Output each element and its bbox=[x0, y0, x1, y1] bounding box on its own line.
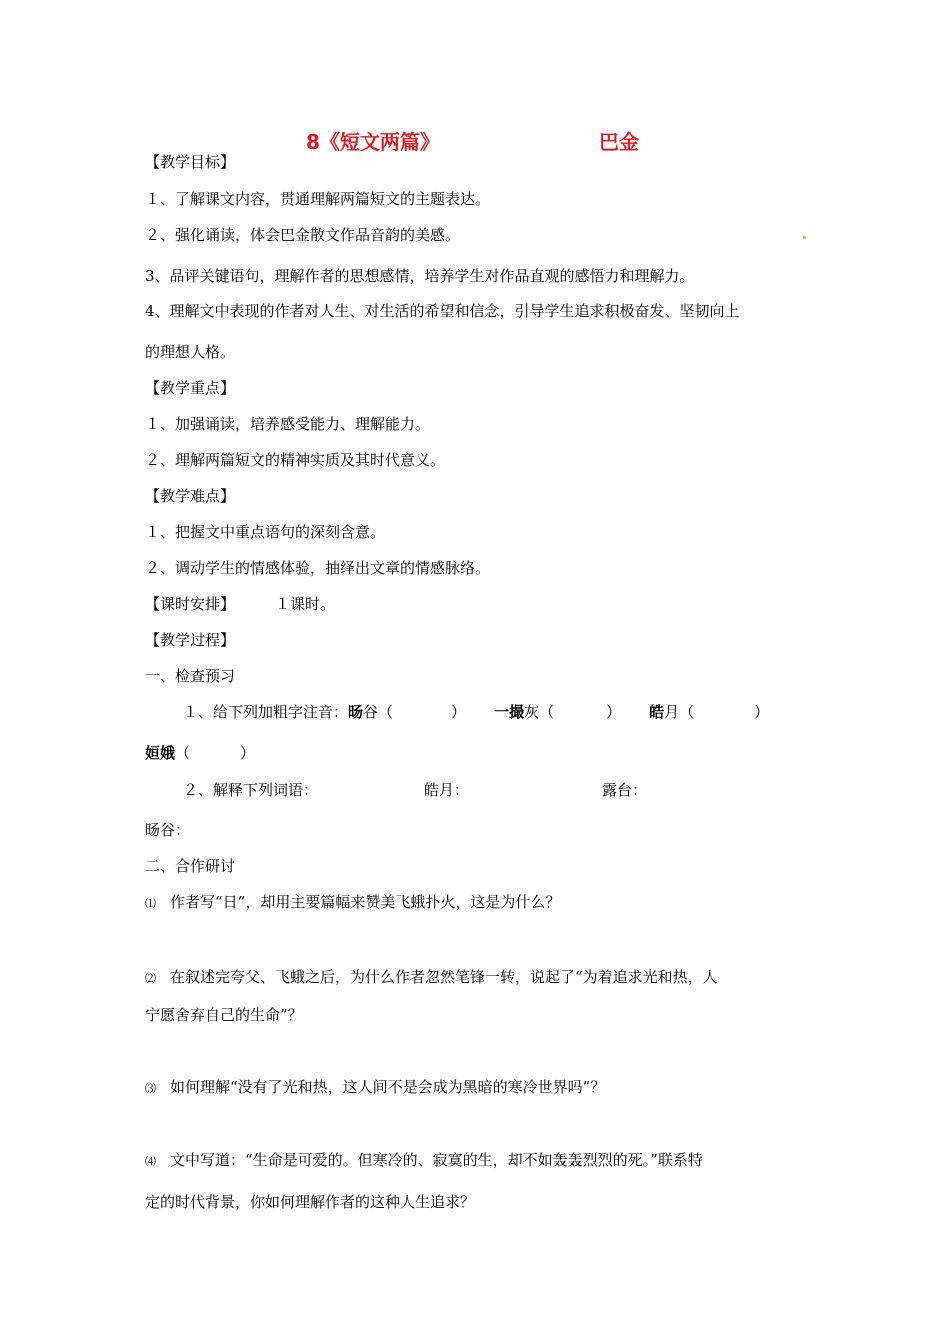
bold-word: 皓 bbox=[649, 703, 665, 721]
pinyin-exercise-line-continued: 姮娥（ ） bbox=[145, 744, 256, 762]
goal-item: 3、品评关键语句，理解作者的思想感情，培养学生对作品直观的感悟力和理解力。 bbox=[145, 267, 695, 285]
document-author: 巴金 bbox=[599, 130, 639, 154]
goals-heading: 【教学目标】 bbox=[145, 153, 236, 171]
section-heading: 一、检查预习 bbox=[145, 667, 236, 685]
question-item-continued: 宁愿舍弃自己的生命”？ bbox=[145, 1006, 303, 1024]
process-heading: 【教学过程】 bbox=[145, 631, 236, 649]
question-number: ⑵ bbox=[145, 973, 156, 985]
explain-lead: ２、解释下列词语： bbox=[183, 781, 319, 799]
goal-item: １、了解课文内容，贯通理解两篇短文的主题表达。 bbox=[145, 190, 491, 208]
question-item: ⑷ 文中写道：“生命是可爱的。但寒冷的、寂寞的生，却不如轰轰烈烈的死。”联系特 bbox=[145, 1151, 703, 1169]
question-item: ⑶ 如何理解“没有了光和热，这人间不是会成为黑暗的寒冷世界吗”？ bbox=[145, 1078, 606, 1096]
question-number: ⑷ bbox=[145, 1156, 156, 1168]
schedule-heading: 【课时安排】 bbox=[145, 595, 236, 613]
key-point-item: １、加强诵读，培养感受能力、理解能力。 bbox=[145, 415, 431, 433]
document-title: 8《短文两篇》 bbox=[306, 130, 440, 154]
schedule-value: １课时。 bbox=[275, 595, 336, 613]
question-number: ⑶ bbox=[145, 1083, 156, 1095]
explain-term: 旸谷： bbox=[145, 821, 191, 839]
goal-item: 4、理解文中表现的作者对人生、对生活的希望和信念，引导学生追求积极奋发、坚韧向上 bbox=[145, 302, 740, 320]
goal-item: ２、强化诵读，体会巴金散文作品音韵的美感。 bbox=[145, 226, 461, 244]
key-point-item: ２、理解两篇短文的精神实质及其时代意义。 bbox=[145, 451, 446, 469]
goal-item-continued: 的理想人格。 bbox=[145, 343, 236, 361]
difficulty-item: ２、调动学生的情感体验，抽绎出文章的情感脉络。 bbox=[145, 559, 491, 577]
question-item: ⑵ 在叙述完夸父、飞蛾之后，为什么作者忽然笔锋一转，说起了“为着追求光和热，人 bbox=[145, 968, 718, 986]
question-item-continued: 定的时代背景，你如何理解作者的这种人生追求？ bbox=[145, 1193, 476, 1211]
bold-word: 姮娥 bbox=[145, 744, 176, 762]
schedule-line bbox=[145, 594, 335, 614]
difficulty-item: １、把握文中重点语句的深刻含意。 bbox=[145, 523, 386, 541]
question-item: ⑴ 作者写“日”，却用主要篇幅来赞美飞蛾扑火，这是为什么？ bbox=[145, 893, 561, 911]
bold-word: 旸 bbox=[348, 703, 364, 721]
key-points-heading: 【教学重点】 bbox=[145, 379, 236, 397]
explain-term: 皓月： bbox=[424, 781, 470, 799]
decorative-dot bbox=[803, 236, 806, 239]
pinyin-lead: １、给下列加粗字注音： bbox=[183, 703, 349, 721]
section-heading: 二、合作研讨 bbox=[145, 857, 236, 875]
explain-term: 露台： bbox=[602, 781, 648, 799]
question-number: ⑴ bbox=[145, 898, 156, 910]
bold-word: 一撮 bbox=[494, 703, 525, 721]
difficulties-heading: 【教学难点】 bbox=[145, 487, 236, 505]
pinyin-exercise-line: １、给下列加粗字注音：旸谷（ ） 一撮灰（ ） 皓月（ ） bbox=[183, 703, 770, 721]
